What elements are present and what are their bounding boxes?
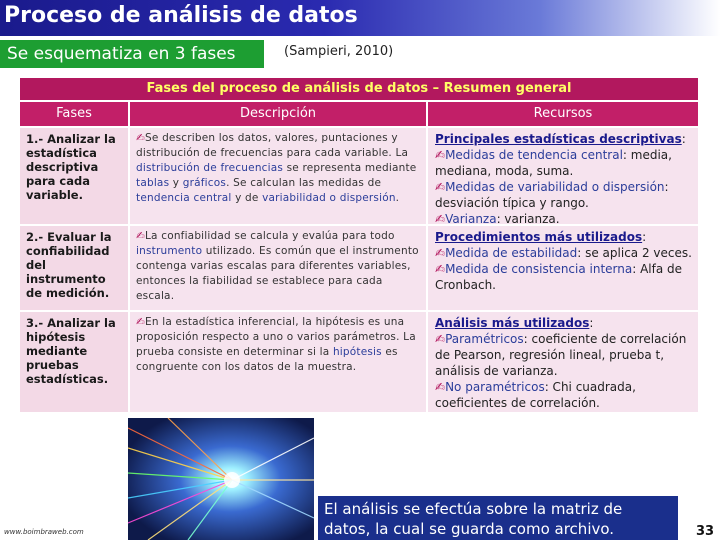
row2-recursos: Procedimientos más utilizados: ✍Medida de estabilidad: se aplica 2 veces. ✍Medida de consistencia interna: Alfa de Cronbach. [428, 226, 698, 310]
pen-bullet-icon: ✍ [435, 148, 446, 162]
table-header: Fases del proceso de análisis de datos – Resumen general [20, 78, 698, 100]
pen-bullet-icon: ✍ [136, 230, 145, 242]
title-bar [0, 0, 720, 36]
pen-bullet-icon: ✍ [435, 262, 446, 276]
column-header-recursos: Recursos [428, 102, 698, 126]
website-credit: www.boimbraweb.com [4, 528, 84, 536]
pen-bullet-icon: ✍ [435, 246, 446, 260]
row1-description: ✍Se describen los datos, valores, puntaciones y distribución de frecuencias para cada variable. La distribución de frecuencias se representa mediante tablas y gráficos. Se calculan las medidas de tendencia central y de variabilidad o dispersión. [130, 128, 426, 224]
resources-heading: Procedimientos más utilizados [435, 230, 643, 244]
pen-bullet-icon: ✍ [435, 332, 446, 346]
resources-heading: Principales estadísticas descriptivas [435, 132, 682, 146]
column-header-descripcion: Descripción [130, 102, 426, 126]
data-stream-image [128, 418, 314, 540]
resources-heading: Análisis más utilizados [435, 316, 590, 330]
row2-fase: 2.- Evaluar la confiabilidad del instrumento de medición. [20, 226, 128, 310]
note-box: El análisis se efectúa sobre la matriz de datos, la cual se guarda como archivo. [318, 496, 678, 540]
column-header-fases: Fases [20, 102, 128, 126]
row3-description: ✍En la estadística inferencial, la hipótesis es una proposición respecto a uno o varios parámetros. La prueba consiste en determinar si la hipótesis es congruente con los datos de la muestra. [130, 312, 426, 412]
citation: (Sampieri, 2010) [284, 44, 394, 59]
row1-fase: 1.- Analizar la estadística descriptiva para cada variable. [20, 128, 128, 224]
page-number: 33 [696, 524, 715, 539]
slide-subtitle: Se esquematiza en 3 fases [7, 44, 236, 64]
row3-fase: 3.- Analizar la hipótesis mediante pruebas estadísticas. [20, 312, 128, 412]
row2-description: ✍La confiabilidad se calcula y evalúa para todo instrumento utilizado. Es común que el instrumento contenga varias escalas para diferentes variables, entonces la fiabilidad se establece para cada escala. [130, 226, 426, 310]
pen-bullet-icon: ✍ [136, 132, 145, 144]
subtitle-box [0, 40, 264, 68]
data-stream-graphic [128, 418, 314, 540]
slide-title: Proceso de análisis de datos [4, 3, 358, 28]
pen-bullet-icon: ✍ [435, 380, 446, 394]
row3-recursos: Análisis más utilizados: ✍Paramétricos: coeficiente de correlación de Pearson, regresión lineal, prueba t, análisis de varianza. ✍No paramétricos: Chi cuadrada, coeficientes de correlación. [428, 312, 698, 412]
pen-bullet-icon: ✍ [435, 212, 446, 224]
pen-bullet-icon: ✍ [435, 180, 446, 194]
row1-recursos: Principales estadísticas descriptivas: ✍Medidas de tendencia central: media, mediana, moda, suma. ✍Medidas de variabilidad o dispersión: desviación típica y rango. ✍Varianza: varianza. [428, 128, 698, 224]
pen-bullet-icon: ✍ [136, 316, 145, 328]
